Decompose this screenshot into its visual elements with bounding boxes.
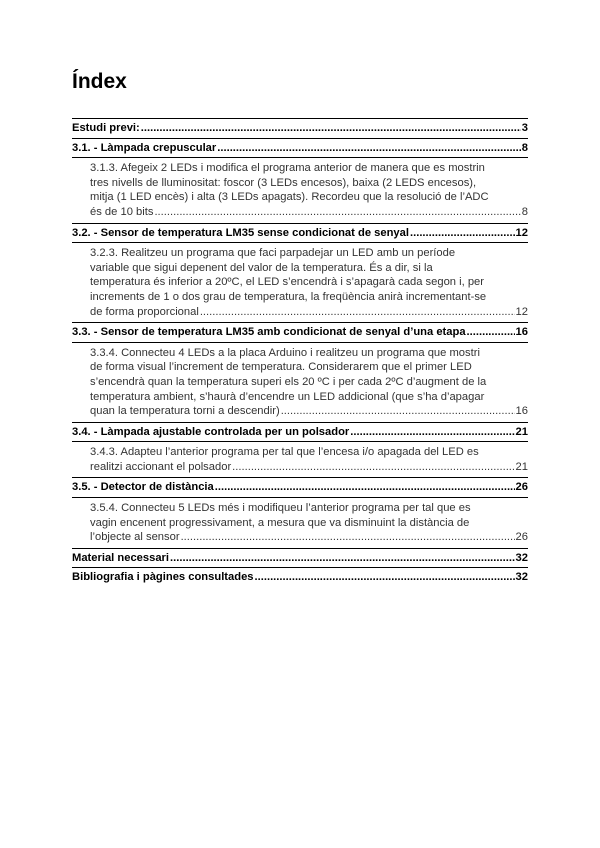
- toc-entry-3-1-3[interactable]: [72, 158, 528, 222]
- toc-text-line: mitja (1 LED encès) i alta (3 LEDs apagats). Recordeu que la resolució de l’ADC: [90, 191, 489, 204]
- page-title: Índex: [72, 70, 127, 93]
- toc-leader: [281, 404, 515, 419]
- toc-entry-3-1[interactable]: [72, 139, 528, 158]
- toc-entry-estudi-previ[interactable]: [72, 119, 528, 138]
- toc-page-number: 32: [515, 551, 528, 564]
- toc-label: 3.4. - Làmpada ajustable controlada per un polsador: [72, 425, 350, 438]
- toc-text-line: de forma visual l’increment de temperatura. Considerarem que el primer LED: [90, 361, 472, 374]
- toc-leader: [350, 425, 514, 440]
- toc-text-line: vagin encenent progressivament, a mesura que va disminuint la distància de: [90, 516, 470, 529]
- toc-leader: [255, 570, 515, 585]
- toc-page-number: 8: [521, 141, 528, 154]
- toc-page-number: 26: [515, 481, 528, 494]
- toc-label: Material necessari: [72, 551, 170, 564]
- toc-entry-material[interactable]: [72, 549, 528, 568]
- toc-leader: [181, 530, 515, 545]
- toc-leader: [217, 141, 521, 156]
- toc-label: és de 10 bits: [90, 205, 154, 218]
- toc-entry-3-5[interactable]: [72, 478, 528, 497]
- toc-leader: [410, 226, 515, 241]
- toc-text-line: temperatura ambient, s’haurà d’encendre un LED addicional (que s’ha d’apagar: [90, 390, 485, 403]
- toc-text-line: increments de 1 o dos grau de temperatura, la freqüència anirà incrementant-se: [90, 290, 487, 303]
- toc-leader: [154, 205, 520, 220]
- toc-leader: [141, 121, 521, 136]
- toc-text-line: 3.1.3. Afegeix 2 LEDs i modifica el programa anterior de manera que es mostrin: [90, 162, 485, 175]
- toc-page-number: 12: [515, 226, 528, 239]
- toc-page-number: 16: [515, 326, 528, 339]
- toc-text-line: 3.3.4. Connecteu 4 LEDs a la placa Arduino i realitzeu un programa que mostri: [90, 346, 480, 359]
- toc-page-number: 3: [521, 122, 528, 134]
- toc-page-number: 21: [515, 425, 528, 438]
- toc-label: quan la temperatura torni a descendir): [90, 405, 280, 418]
- toc-page-number: 8: [521, 205, 528, 218]
- toc-leader: [200, 305, 515, 320]
- toc-label: l’objecte al sensor: [90, 531, 180, 544]
- toc-label: de forma proporcional: [90, 305, 199, 318]
- toc-label: 3.2. - Sensor de temperatura LM35 sense condicionat de senyal: [72, 226, 409, 239]
- toc-entry-3-2-3[interactable]: [72, 243, 528, 322]
- toc-page-number: 16: [515, 405, 528, 418]
- toc-entry-3-4[interactable]: [72, 423, 528, 442]
- toc-leader: [232, 460, 514, 475]
- toc-entry-3-3-4[interactable]: [72, 343, 528, 422]
- toc-label: realitzi accionant el polsador: [90, 460, 232, 473]
- toc-entry-3-4-3[interactable]: [72, 442, 528, 477]
- toc-leader: [215, 480, 515, 495]
- toc-text-line: tres nivells de lluminositat: foscor (3 LEDs encesos), baixa (2 LEDS encesos),: [90, 176, 477, 189]
- toc-leader: [467, 325, 515, 340]
- table-of-contents: [72, 118, 528, 587]
- toc-leader: [170, 551, 515, 566]
- toc-label: 3.1. - Làmpada crepuscular: [72, 141, 217, 154]
- toc-page-number: 12: [515, 305, 528, 318]
- toc-page-number: 32: [515, 571, 528, 584]
- toc-label: 3.5. - Detector de distància: [72, 481, 214, 494]
- toc-entry-bibliografia[interactable]: [72, 568, 528, 587]
- toc-text-line: 3.4.3. Adapteu l’anterior programa per tal que l’encesa i/o apagada del LED es: [90, 446, 479, 459]
- toc-text-line: variable que sigui depenent del valor de la temperatura. És a dir, si la: [90, 261, 433, 274]
- toc-text-line: s’encendrà quan la temperatura superi els 20 ºC i per cada 2ºC d’augment de la: [90, 375, 487, 388]
- toc-text-line: 3.5.4. Connecteu 5 LEDs més i modifiqueu l’anterior programa per tal que es: [90, 502, 471, 515]
- toc-label: Bibliografia i pàgines consultades: [72, 571, 254, 584]
- toc-entry-3-5-4[interactable]: [72, 498, 528, 548]
- toc-page-number: 21: [515, 460, 528, 473]
- toc-text-line: 3.2.3. Realitzeu un programa que faci parpadejar un LED amb un període: [90, 247, 456, 260]
- toc-entry-3-2[interactable]: [72, 224, 528, 243]
- toc-page-number: 26: [515, 531, 528, 544]
- toc-label: 3.3. - Sensor de temperatura LM35 amb condicionat de senyal d’una etapa: [72, 326, 466, 339]
- toc-text-line: temperatura és inferior a 20ºC, el LED s’encendrà i s’apagarà cada segon i, per: [90, 276, 485, 289]
- toc-entry-3-3[interactable]: [72, 323, 528, 342]
- toc-label: Estudi previ:: [72, 122, 140, 134]
